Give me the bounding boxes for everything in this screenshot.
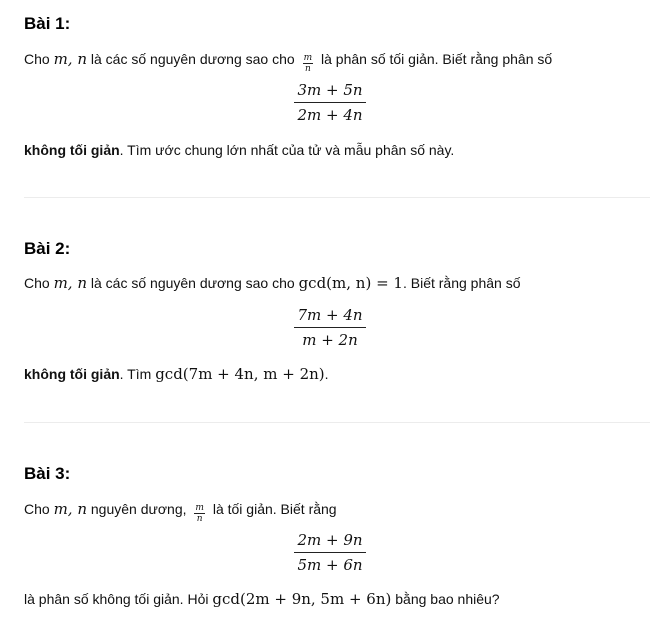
problem-1-fraction [24,80,636,125]
problem-2-gcd-expression: gcd(7m + 4n, m + 2n) [155,365,325,383]
problem-3-intro: Cho m, n nguyên dương, $\frac{m}{n}$ là tối giản. Biết rằng [24,500,337,524]
problem-3-gcd-expression: gcd(2m + 9n, 5m + 6n) [212,590,392,608]
problem-1-title: Bài 1: [24,14,71,33]
problem-2-vars: m, n [53,274,87,292]
problem-2-gcd-condition: gcd(m, n) = 1 [298,274,403,292]
problem-2-numerator: 7m + 4n [294,305,365,328]
problem-1-vars: m, n [53,50,87,68]
problem-2-fraction [24,305,636,350]
problem-3-title: Bài 3: [24,464,71,483]
divider-1 [24,197,650,198]
problem-2-title: Bài 2: [24,239,71,258]
problem-1-conclusion: không tối giản. Tìm ước chung lớn nhất của tử và mẫu phân số này. [24,142,455,158]
problem-2-denominator: m + 2n [302,331,358,349]
problem-3-fraction [24,530,636,575]
problem-1-numerator: 3m + 5n [294,80,365,103]
problem-2-conclusion: không tối giản. Tìm gcd(7m + 4n, m + 2n). [24,365,329,383]
problem-3-conclusion: là phân số không tối giản. Hỏi gcd(2m + 9n, 5m + 6n) bằng bao nhiêu? [24,590,500,608]
problem-1-denominator: 2m + 4n [297,106,363,124]
problem-3-denominator: 5m + 6n [297,556,363,574]
divider-2 [24,422,650,423]
problem-3-numerator: 2m + 9n [294,530,365,553]
problem-3-vars: m, n [53,500,87,518]
problem-2-intro: Cho m, n là các số nguyên dương sao cho gcd(m, n) = 1. Biết rằng phân số [24,274,521,292]
problem-3-inline-fraction: $\frac{m}{n}$ [195,503,204,524]
problem-1-intro: Cho m, n là các số nguyên dương sao cho $\frac{m}{n}$ là phân số tối giản. Biết rằng phân số [24,50,553,74]
problem-1-inline-fraction: $\frac{m}{n}$ [303,53,313,74]
